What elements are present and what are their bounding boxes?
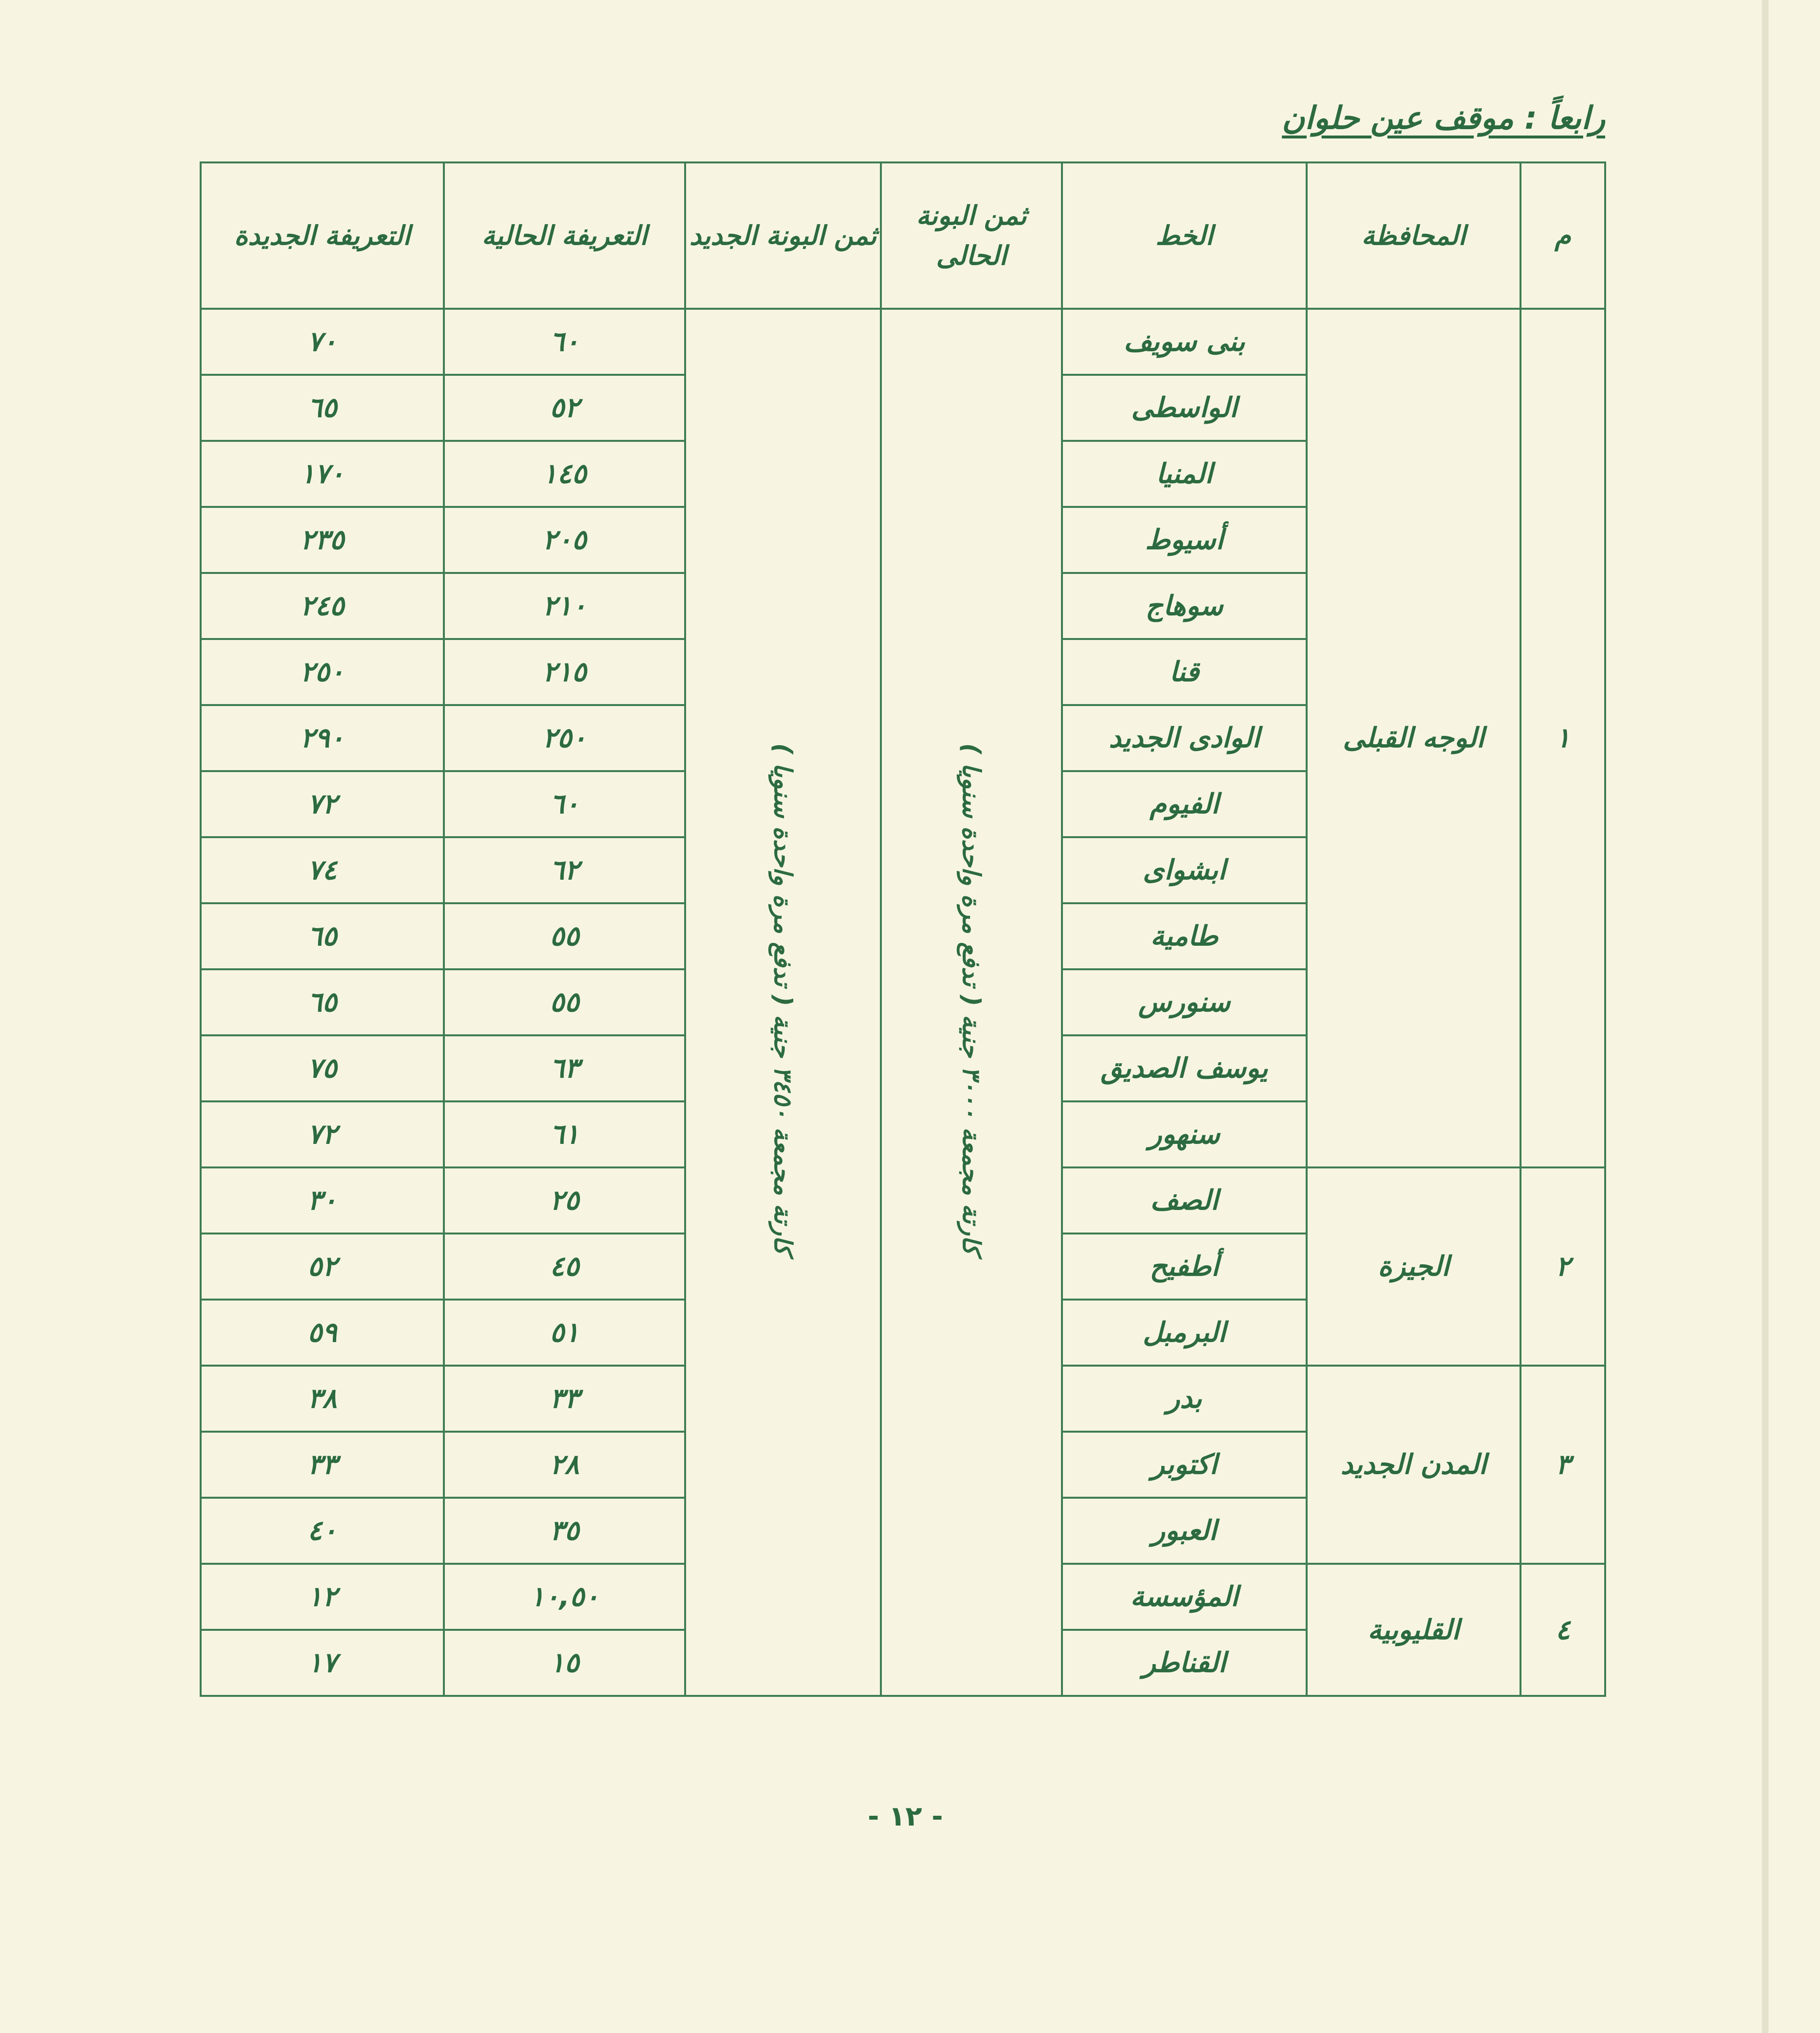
header-index: م — [1521, 162, 1605, 309]
current-tariff-cell: ٦٢ — [444, 837, 685, 903]
header-new-card-price: ثمن البونة الجديد — [685, 162, 881, 309]
line-cell: سوهاج — [1062, 573, 1307, 639]
new-tariff-cell: ١٢ — [201, 1564, 444, 1630]
new-tariff-cell: ٣٣ — [201, 1432, 444, 1498]
line-cell: الواسطى — [1062, 375, 1307, 441]
new-tariff-cell: ٦٥ — [201, 903, 444, 969]
line-cell: القناطر — [1062, 1630, 1307, 1696]
line-cell: يوسف الصديق — [1062, 1035, 1307, 1101]
header-current-card-price: ثمن البونة الحالى — [881, 162, 1062, 309]
new-tariff-cell: ١٧٠ — [201, 441, 444, 507]
group-index: ٣ — [1521, 1366, 1605, 1564]
current-tariff-cell: ٥٥ — [444, 903, 685, 969]
current-tariff-cell: ١٥ — [444, 1630, 685, 1696]
group-index: ٤ — [1521, 1564, 1605, 1696]
line-cell: سنهور — [1062, 1101, 1307, 1167]
current-tariff-cell: ٢٠٥ — [444, 507, 685, 573]
new-tariff-cell: ٥٩ — [201, 1300, 444, 1366]
header-current-tariff: التعريفة الحالية — [444, 162, 685, 309]
current-tariff-cell: ٣٥ — [444, 1498, 685, 1564]
group-governorate: القليوبية — [1307, 1564, 1521, 1696]
current-tariff-cell: ١٠,٥٠ — [444, 1564, 685, 1630]
current-tariff-cell: ٣٣ — [444, 1366, 685, 1432]
line-cell: ابشواى — [1062, 837, 1307, 903]
current-tariff-cell: ٢٨ — [444, 1432, 685, 1498]
current-tariff-cell: ٦٣ — [444, 1035, 685, 1101]
current-card-price-cell — [881, 309, 1062, 1696]
new-tariff-cell: ٧٢ — [201, 1101, 444, 1167]
group-governorate: الوجه القبلى — [1307, 309, 1521, 1167]
tariff-table — [200, 161, 1606, 1697]
group-governorate: الجيزة — [1307, 1167, 1521, 1366]
new-tariff-cell: ٥٢ — [201, 1234, 444, 1300]
header-new-tariff: التعريفة الجديدة — [201, 162, 444, 309]
line-cell: أطفيح — [1062, 1234, 1307, 1300]
line-cell: بدر — [1062, 1366, 1307, 1432]
new-tariff-cell: ٢٥٠ — [201, 639, 444, 705]
line-cell: اكتوبر — [1062, 1432, 1307, 1498]
new-tariff-cell: ٢٤٥ — [201, 573, 444, 639]
current-tariff-cell: ٢١٥ — [444, 639, 685, 705]
page-edge — [1762, 0, 1769, 2033]
current-tariff-cell: ٥٢ — [444, 375, 685, 441]
line-cell: الفيوم — [1062, 771, 1307, 837]
line-cell: العبور — [1062, 1498, 1307, 1564]
section-heading: رابعاً : موقف عين حلوان — [1282, 100, 1605, 137]
line-cell: بنى سويف — [1062, 309, 1307, 375]
current-tariff-cell: ٤٥ — [444, 1234, 685, 1300]
current-tariff-cell: ٥١ — [444, 1300, 685, 1366]
current-tariff-cell: ٢٥٠ — [444, 705, 685, 771]
line-cell: قنا — [1062, 639, 1307, 705]
new-tariff-cell: ١٧ — [201, 1630, 444, 1696]
line-cell: الوادى الجديد — [1062, 705, 1307, 771]
new-tariff-cell: ٧٤ — [201, 837, 444, 903]
line-cell: البرمبل — [1062, 1300, 1307, 1366]
line-cell: المنيا — [1062, 441, 1307, 507]
new-tariff-cell: ٧٥ — [201, 1035, 444, 1101]
line-cell: الصف — [1062, 1167, 1307, 1234]
group-governorate: المدن الجديد — [1307, 1366, 1521, 1564]
new-tariff-cell: ٦٥ — [201, 375, 444, 441]
table-row — [201, 309, 1605, 375]
header-line: الخط — [1062, 162, 1307, 309]
current-tariff-cell: ٦٠ — [444, 309, 685, 375]
new-tariff-cell: ٣٨ — [201, 1366, 444, 1432]
current-tariff-cell: ٢١٠ — [444, 573, 685, 639]
new-tariff-cell: ٧٢ — [201, 771, 444, 837]
new-card-price-cell — [685, 309, 881, 1696]
current-tariff-cell: ٥٥ — [444, 969, 685, 1035]
line-cell: أسيوط — [1062, 507, 1307, 573]
new-tariff-cell: ٣٠ — [201, 1167, 444, 1234]
line-cell: المؤسسة — [1062, 1564, 1307, 1630]
header-governorate: المحافظة — [1307, 162, 1521, 309]
new-tariff-cell: ٧٠ — [201, 309, 444, 375]
new-card-note: كارتة مجمعة ٣٤٥٠ جنية ( تدفع مرة واحدة سنويا ) — [769, 743, 797, 1255]
new-tariff-cell: ٢٣٥ — [201, 507, 444, 573]
page-number: - ١٢ - — [868, 1801, 943, 1832]
group-index: ٢ — [1521, 1167, 1605, 1366]
new-tariff-cell: ٤٠ — [201, 1498, 444, 1564]
current-tariff-cell: ١٤٥ — [444, 441, 685, 507]
group-index: ١ — [1521, 309, 1605, 1167]
current-tariff-cell: ٦٠ — [444, 771, 685, 837]
line-cell: طامية — [1062, 903, 1307, 969]
new-tariff-cell: ٦٥ — [201, 969, 444, 1035]
table-header-row — [201, 162, 1605, 309]
current-tariff-cell: ٢٥ — [444, 1167, 685, 1234]
new-tariff-cell: ٢٩٠ — [201, 705, 444, 771]
current-tariff-cell: ٦١ — [444, 1101, 685, 1167]
current-card-note: كارتة مجمعة ٣٠٠٠ جنية ( تدفع مرة واحدة سنويا ) — [957, 743, 986, 1255]
line-cell: سنورس — [1062, 969, 1307, 1035]
